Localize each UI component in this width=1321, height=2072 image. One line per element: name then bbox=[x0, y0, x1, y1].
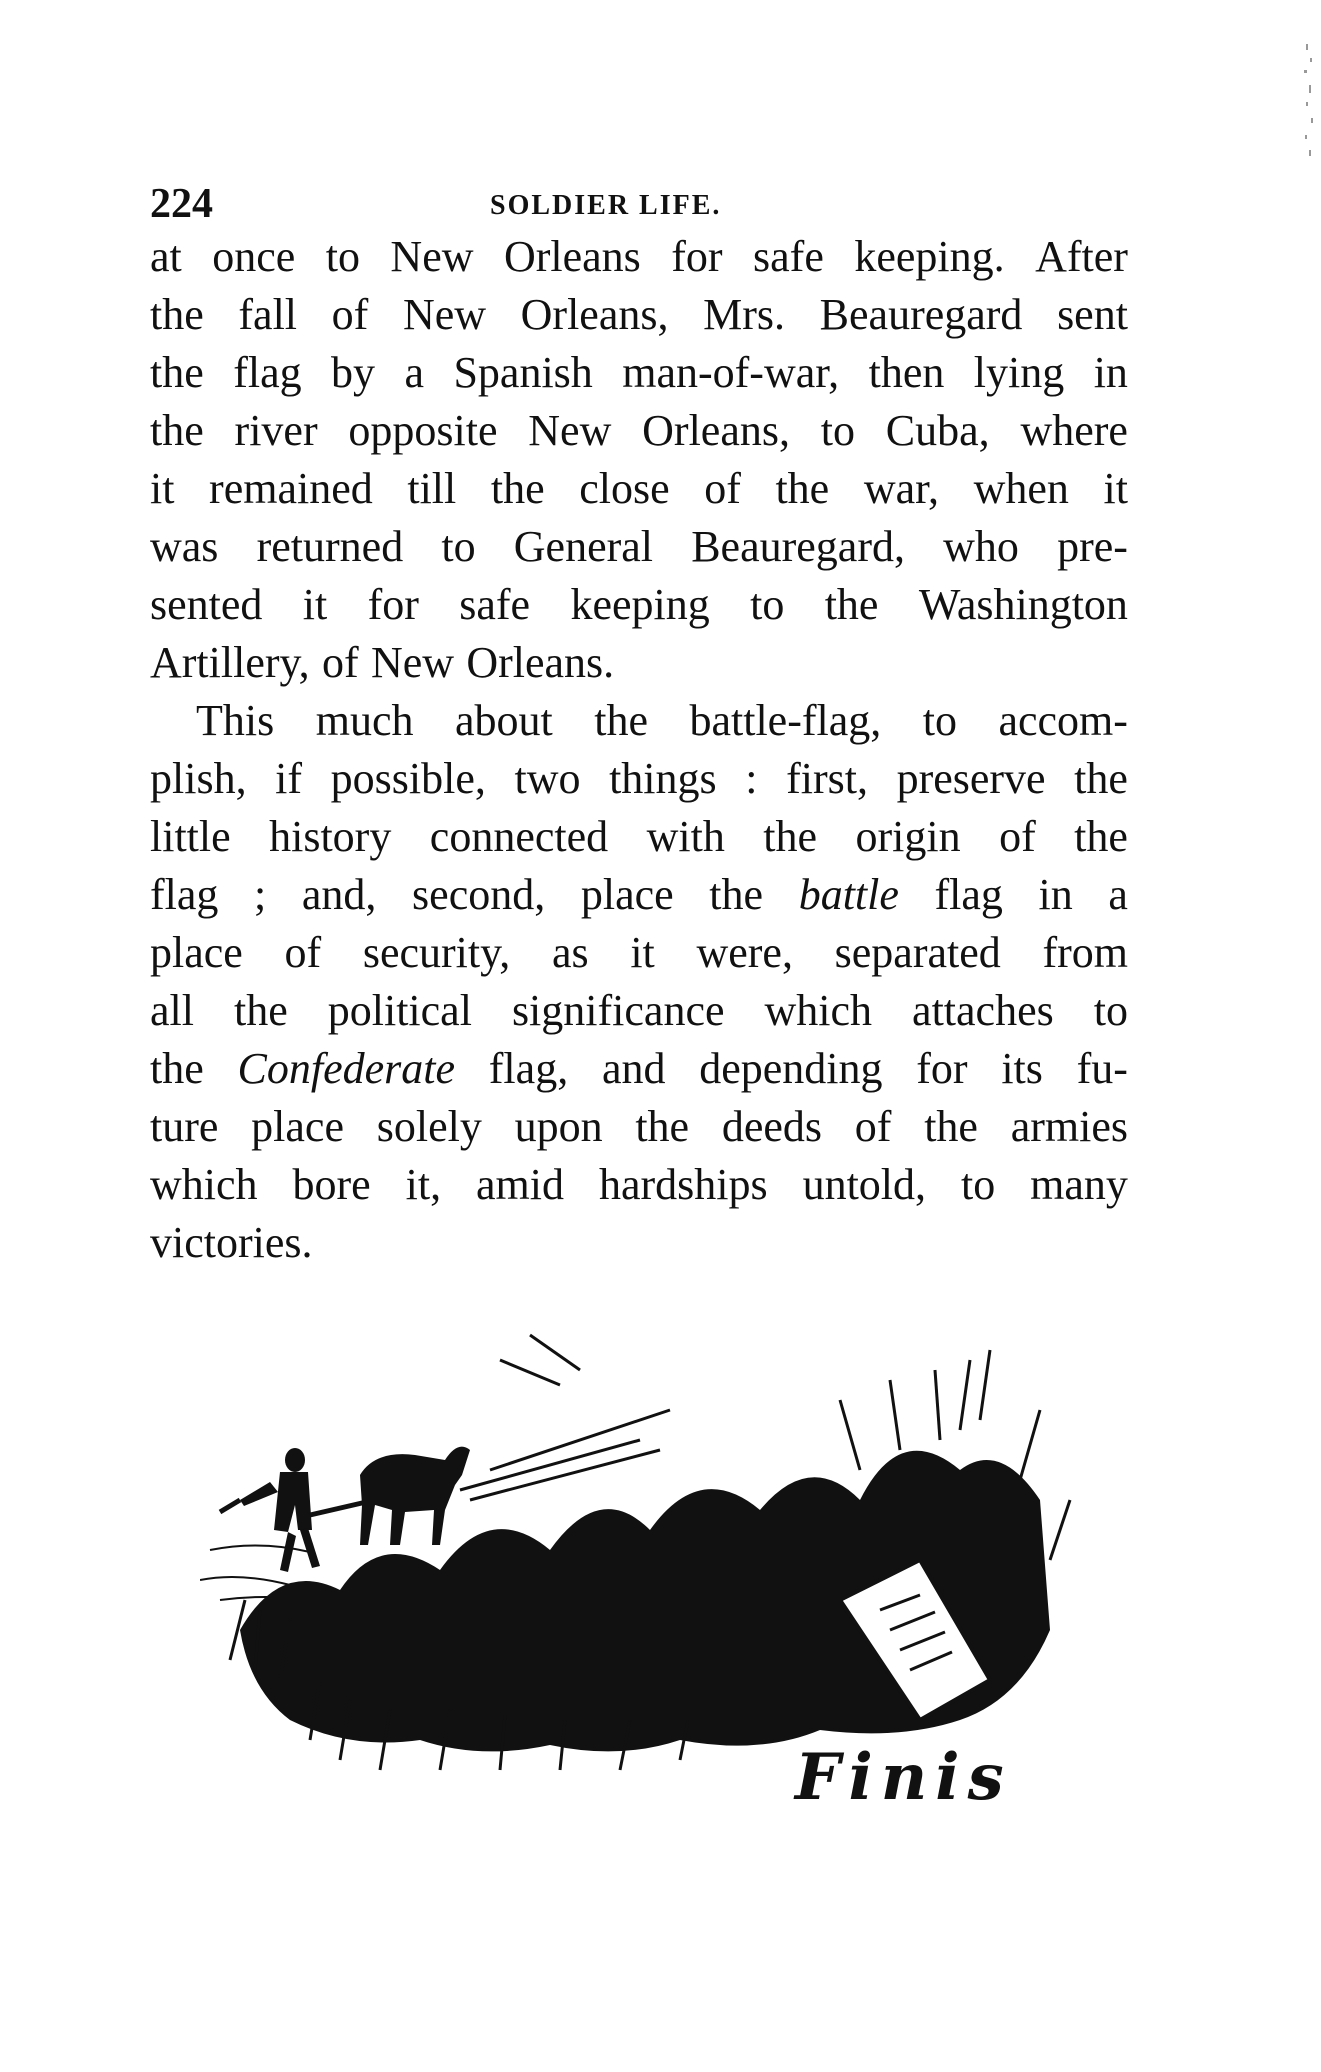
word: the bbox=[1074, 812, 1128, 861]
word: upon bbox=[514, 1102, 603, 1151]
word: hardships bbox=[598, 1160, 768, 1209]
word: the bbox=[594, 696, 648, 745]
word: keeping. bbox=[854, 232, 1005, 281]
word: fall bbox=[238, 290, 298, 339]
word: in bbox=[1038, 870, 1073, 919]
word: it bbox=[630, 928, 655, 977]
word: river bbox=[234, 406, 318, 455]
word: things bbox=[609, 754, 717, 803]
word: sent bbox=[1057, 290, 1128, 339]
word: General bbox=[513, 522, 654, 571]
word: New bbox=[528, 406, 612, 455]
text-line bbox=[150, 750, 1128, 808]
word: the bbox=[150, 406, 204, 455]
word: flag, bbox=[488, 1044, 569, 1093]
word: to bbox=[960, 1160, 996, 1209]
word: and bbox=[601, 1044, 666, 1093]
word: of bbox=[854, 1102, 892, 1151]
word: place bbox=[150, 928, 243, 977]
word: New bbox=[402, 290, 487, 339]
word: if bbox=[275, 754, 303, 803]
paragraph-2 bbox=[150, 692, 1128, 1272]
word: where bbox=[1020, 406, 1128, 455]
word: opposite bbox=[348, 406, 498, 455]
word: two bbox=[514, 754, 581, 803]
word: a bbox=[404, 348, 425, 397]
body-text bbox=[150, 228, 1128, 1272]
word: untold, bbox=[802, 1160, 927, 1209]
word: were, bbox=[696, 928, 793, 977]
word: history bbox=[269, 812, 392, 861]
horse-figure bbox=[360, 1447, 470, 1545]
word: to bbox=[325, 232, 360, 281]
text-line bbox=[150, 228, 1128, 286]
word: it bbox=[1103, 464, 1128, 513]
word: flag bbox=[150, 870, 219, 919]
word: with bbox=[646, 812, 725, 861]
word: political bbox=[327, 986, 472, 1035]
word: was bbox=[150, 522, 219, 571]
edge-scan-marks bbox=[1300, 40, 1318, 170]
word: many bbox=[1030, 1160, 1128, 1209]
word: keeping bbox=[570, 580, 710, 629]
word: plish, bbox=[150, 754, 247, 803]
word: flag bbox=[934, 870, 1003, 919]
word: origin bbox=[855, 812, 961, 861]
word: battle bbox=[798, 870, 899, 919]
word: all bbox=[150, 986, 194, 1035]
text-line bbox=[150, 1214, 1128, 1272]
text-line bbox=[150, 692, 1128, 750]
word: connected bbox=[429, 812, 609, 861]
word: place bbox=[580, 870, 674, 919]
word: ; bbox=[254, 870, 267, 919]
word: bore bbox=[292, 1160, 371, 1209]
word: remained bbox=[209, 464, 373, 513]
text-line bbox=[150, 808, 1128, 866]
word: much bbox=[315, 696, 414, 745]
word: man-of-war, bbox=[622, 348, 840, 397]
word: separated bbox=[834, 928, 1001, 977]
word: the bbox=[233, 986, 288, 1035]
tailpiece-illustration bbox=[200, 1300, 1080, 1790]
text-line bbox=[150, 518, 1128, 576]
word: New bbox=[370, 638, 455, 687]
word: for bbox=[916, 1044, 968, 1093]
word: when bbox=[973, 464, 1069, 513]
word: the bbox=[709, 870, 764, 919]
finis-text: Finis bbox=[795, 1740, 1012, 1815]
text-line bbox=[150, 286, 1128, 344]
word: the bbox=[775, 464, 830, 513]
word: returned bbox=[256, 522, 404, 571]
word: the bbox=[150, 348, 204, 397]
word: battle-flag, bbox=[689, 696, 882, 745]
word: as bbox=[551, 928, 589, 977]
word: close bbox=[579, 464, 670, 513]
word: New bbox=[390, 232, 474, 281]
text-line bbox=[150, 924, 1128, 982]
word: to bbox=[820, 406, 856, 455]
word: first, bbox=[786, 754, 868, 803]
word: amid bbox=[476, 1160, 565, 1209]
word: pre- bbox=[1057, 522, 1128, 571]
word: of bbox=[321, 638, 359, 687]
word: war, bbox=[863, 464, 940, 513]
word: its bbox=[1001, 1044, 1043, 1093]
word: to bbox=[441, 522, 476, 571]
word: depending bbox=[699, 1044, 883, 1093]
word: fu- bbox=[1076, 1044, 1128, 1093]
word: This bbox=[196, 696, 275, 745]
word: for bbox=[671, 232, 723, 281]
word: of bbox=[999, 812, 1036, 861]
word: Spanish bbox=[453, 348, 593, 397]
word: at bbox=[150, 232, 182, 281]
finis-signature bbox=[795, 1740, 1012, 1815]
word: which bbox=[764, 986, 873, 1035]
word: solely bbox=[376, 1102, 482, 1151]
paragraph-1 bbox=[150, 228, 1128, 692]
word: to bbox=[922, 696, 957, 745]
word: it bbox=[302, 580, 328, 629]
word: it, bbox=[405, 1160, 442, 1209]
word: : bbox=[745, 754, 758, 803]
text-line bbox=[150, 576, 1128, 634]
word: by bbox=[331, 348, 376, 397]
word: who bbox=[943, 522, 1019, 571]
text-line bbox=[150, 1040, 1128, 1098]
word: Orleans, bbox=[520, 290, 669, 339]
word: safe bbox=[459, 580, 531, 629]
word: the bbox=[490, 464, 545, 513]
word: to bbox=[1093, 986, 1128, 1035]
word: Confederate bbox=[237, 1044, 456, 1093]
word: Orleans, bbox=[642, 406, 790, 455]
word: Washington bbox=[918, 580, 1128, 629]
word: After bbox=[1035, 232, 1128, 281]
ploughman-figure bbox=[240, 1448, 320, 1572]
word: once bbox=[212, 232, 296, 281]
text-line bbox=[150, 866, 1128, 924]
text-line bbox=[150, 402, 1128, 460]
word: the bbox=[763, 812, 818, 861]
word: the bbox=[924, 1102, 978, 1151]
word: Cuba, bbox=[885, 406, 990, 455]
word: significance bbox=[511, 986, 725, 1035]
page-number: 224 bbox=[150, 181, 213, 227]
word: of bbox=[704, 464, 741, 513]
word: a bbox=[1108, 870, 1128, 919]
word: Artillery, bbox=[150, 638, 310, 687]
word: little bbox=[150, 812, 231, 861]
word: the bbox=[824, 580, 879, 629]
word: deeds bbox=[721, 1102, 823, 1151]
word: to bbox=[750, 580, 785, 629]
word: preserve bbox=[896, 754, 1046, 803]
word: till bbox=[407, 464, 457, 513]
word: about bbox=[454, 696, 553, 745]
text-line bbox=[150, 634, 1128, 692]
word: lying bbox=[973, 348, 1065, 397]
word: safe bbox=[753, 232, 824, 281]
word: victories. bbox=[150, 1218, 313, 1267]
word: then bbox=[868, 348, 945, 397]
word: armies bbox=[1010, 1102, 1128, 1151]
word: the bbox=[635, 1102, 690, 1151]
word: sented bbox=[150, 580, 263, 629]
word: for bbox=[367, 580, 419, 629]
text-line bbox=[150, 460, 1128, 518]
word: attaches bbox=[912, 986, 1054, 1035]
text-line bbox=[150, 344, 1128, 402]
word: it bbox=[150, 464, 175, 513]
word: Beauregard bbox=[819, 290, 1023, 339]
word: Mrs. bbox=[703, 290, 786, 339]
text-line bbox=[150, 1156, 1128, 1214]
text-line bbox=[150, 1098, 1128, 1156]
word: which bbox=[150, 1160, 258, 1209]
word: second, bbox=[412, 870, 546, 919]
word: in bbox=[1093, 348, 1128, 397]
word: of bbox=[331, 290, 369, 339]
word: accom- bbox=[998, 696, 1128, 745]
word: security, bbox=[362, 928, 511, 977]
word: Orleans bbox=[503, 232, 641, 281]
word: of bbox=[284, 928, 322, 977]
word: Orleans. bbox=[466, 638, 615, 687]
word: flag bbox=[233, 348, 302, 397]
text-line bbox=[150, 982, 1128, 1040]
running-title: SOLDIER LIFE. bbox=[490, 190, 722, 221]
word: the bbox=[150, 1044, 204, 1093]
word: and, bbox=[301, 870, 377, 919]
word: Beauregard, bbox=[691, 522, 905, 571]
word: the bbox=[150, 290, 204, 339]
word: place bbox=[251, 1102, 344, 1151]
word: ture bbox=[150, 1102, 219, 1151]
word: possible, bbox=[330, 754, 486, 803]
word: the bbox=[1074, 754, 1128, 803]
word: from bbox=[1042, 928, 1128, 977]
